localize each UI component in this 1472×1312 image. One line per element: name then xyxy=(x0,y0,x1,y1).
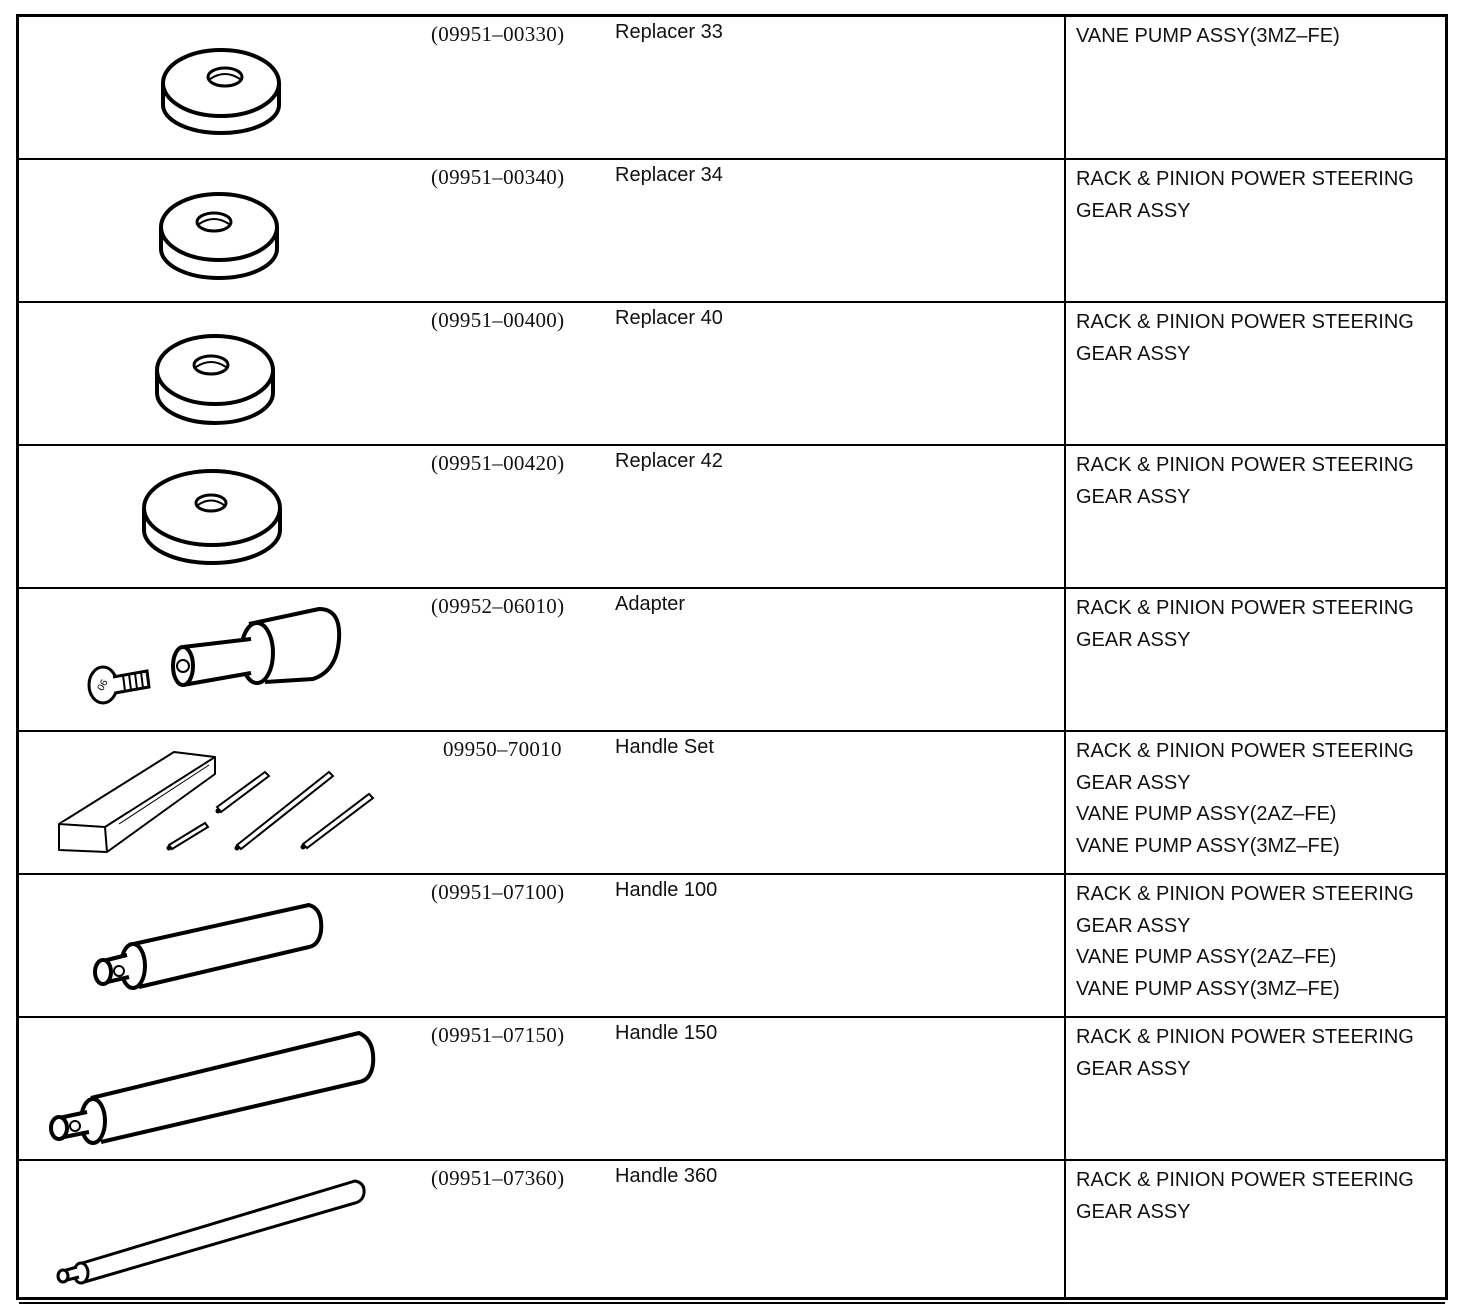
application-item: VANE PUMP ASSY(2AZ–FE) xyxy=(1076,803,1337,825)
application-item: RACK & PINION POWER STEERING xyxy=(1076,597,1414,619)
adapter-with-bolt-icon xyxy=(19,589,419,730)
application-item: VANE PUMP ASSY(2AZ–FE) xyxy=(1076,946,1337,968)
part-number: (09951–07360) xyxy=(431,1166,565,1190)
application-item: VANE PUMP ASSY(3MZ–FE) xyxy=(1076,834,1340,857)
application-item: RACK & PINION POWER STEERING xyxy=(1076,454,1414,476)
tool-name: Adapter xyxy=(615,593,686,615)
applications-list xyxy=(1076,593,1441,656)
application-item: GEAR ASSY xyxy=(1076,1200,1191,1223)
application-item: RACK & PINION POWER STEERING xyxy=(1076,883,1414,905)
tool-name: Handle 100 xyxy=(615,879,718,901)
tool-name: Replacer 34 xyxy=(615,164,723,186)
part-number: (09951–00400) xyxy=(431,308,565,332)
application-item: GEAR ASSY xyxy=(1076,485,1191,508)
part-number: (09951–07150) xyxy=(431,1023,565,1047)
part-number: (09951–07100) xyxy=(431,880,565,904)
tool-name: Handle Set xyxy=(615,736,714,758)
part-number: (09952–06010) xyxy=(431,594,565,618)
svg-text:06: 06 xyxy=(95,677,111,693)
part-number: (09951–00420) xyxy=(431,451,565,475)
part-number: (09951–00330) xyxy=(431,22,565,46)
handle-rod-icon xyxy=(19,1161,419,1302)
application-item: RACK & PINION POWER STEERING xyxy=(1076,740,1414,762)
table-row xyxy=(19,1161,1445,1304)
column-divider xyxy=(1064,17,1066,1297)
replacer-ring-icon xyxy=(19,160,419,301)
handle-set-case-icon xyxy=(19,732,419,873)
part-number: 09950–70010 xyxy=(443,737,562,761)
applications-list xyxy=(1076,450,1441,513)
table-row xyxy=(19,303,1445,446)
table-row xyxy=(19,875,1445,1018)
application-item: RACK & PINION POWER STEERING xyxy=(1076,1169,1414,1191)
tool-name: Replacer 33 xyxy=(615,21,723,43)
application-item: GEAR ASSY xyxy=(1076,1057,1191,1080)
tool-name: Handle 150 xyxy=(615,1022,718,1044)
special-tools-table xyxy=(16,14,1448,1300)
part-number: (09951–00340) xyxy=(431,165,565,189)
application-item: RACK & PINION POWER STEERING xyxy=(1076,311,1414,333)
handle-rod-icon xyxy=(19,1018,419,1159)
table-row xyxy=(19,1018,1445,1161)
applications-list xyxy=(1076,164,1441,227)
replacer-ring-icon xyxy=(19,446,419,587)
applications-list xyxy=(1076,736,1441,862)
application-item: GEAR ASSY xyxy=(1076,628,1191,651)
application-item: GEAR ASSY xyxy=(1076,342,1191,365)
table-row xyxy=(19,446,1445,589)
application-item: GEAR ASSY xyxy=(1076,914,1191,937)
replacer-ring-icon xyxy=(19,17,419,158)
applications-list xyxy=(1076,21,1441,53)
application-item: VANE PUMP ASSY(3MZ–FE) xyxy=(1076,25,1340,47)
applications-list xyxy=(1076,307,1441,370)
applications-list xyxy=(1076,1165,1441,1228)
application-item: VANE PUMP ASSY(3MZ–FE) xyxy=(1076,977,1340,1000)
tool-name: Handle 360 xyxy=(615,1165,718,1187)
table-row xyxy=(19,732,1445,875)
table-row xyxy=(19,589,1445,732)
application-item: RACK & PINION POWER STEERING xyxy=(1076,1026,1414,1048)
application-item: GEAR ASSY xyxy=(1076,771,1191,794)
applications-list xyxy=(1076,1022,1441,1085)
replacer-ring-icon xyxy=(19,303,419,444)
application-item: GEAR ASSY xyxy=(1076,199,1191,222)
handle-rod-icon xyxy=(19,875,419,1016)
table-row xyxy=(19,160,1445,303)
application-item: RACK & PINION POWER STEERING xyxy=(1076,168,1414,190)
tool-name: Replacer 40 xyxy=(615,307,723,329)
tool-name: Replacer 42 xyxy=(615,450,723,472)
table-row xyxy=(19,17,1445,160)
applications-list xyxy=(1076,879,1441,1005)
